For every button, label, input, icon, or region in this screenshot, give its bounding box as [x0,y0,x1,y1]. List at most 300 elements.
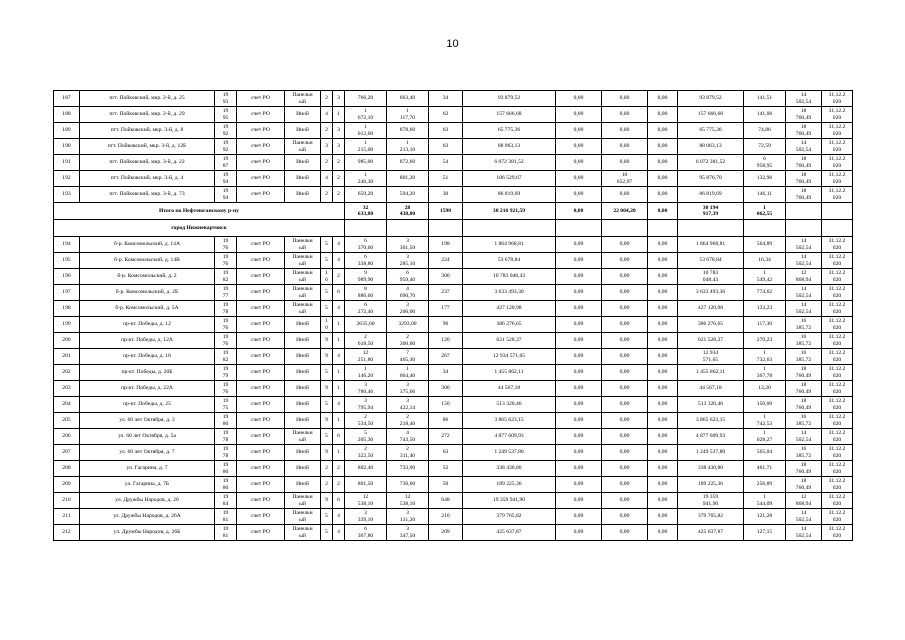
cell-total-area: 1 246,30 [345,171,387,187]
cell-entrances: 1 [333,365,345,381]
cell-account: счет РО [237,269,285,285]
cell-fund-amount: 0,00 [556,477,602,493]
cell-wall-material: Панельн ый [285,91,321,107]
cell-unit-cost-limit: 14 502,54 [786,525,822,541]
cell-owners-amount: 157 666,68 [678,107,744,123]
cell-residents: 50 [429,477,463,493]
cell-unit-cost: 461,71 [744,461,786,477]
cell-unit-cost-limit: 18 760,49 [786,187,822,203]
cell-deadline: 31.12.2 020 [822,155,853,171]
cell-account: счет РО [237,397,285,413]
table-row [54,349,853,365]
cell-year: 19 94 [215,187,237,203]
cell-total-area: 3 339,10 [345,509,387,525]
table-row [54,285,853,301]
cell-entrances: 3 [333,139,345,155]
cell-deadline: 31.12.2 020 [822,123,853,139]
cell-address: ул. 60 лет Октября, д. 7 [80,445,215,461]
cell-account: счет РО [237,461,285,477]
cell-fund-amount: 0,00 [556,317,602,333]
cell-residents: 51 [429,171,463,187]
cell-deadline: 31.12.2 020 [822,139,853,155]
cell-floors: 2 [321,91,333,107]
cell-total-cost: 621 528,37 [463,333,556,349]
cell-living-area: 3 206,00 [387,301,429,317]
city-empty-cell [786,220,822,237]
table-row [54,525,853,541]
cell-address: пр-кт. Победы, д. 25 [80,397,215,413]
cell-floors: 5 [321,397,333,413]
cell-local-budget: 0,00 [648,301,678,317]
cell-address: пгт. Пойковский, мкр. 3-й, д. 4 [80,171,215,187]
cell-wall-material: Иной [285,365,321,381]
cell-residents: 96 [429,317,463,333]
cell-fund-amount: 0,00 [556,269,602,285]
cell-living-area: 4 743,50 [387,429,429,445]
cell-wall-material: Иной [285,477,321,493]
cell-entrances: 4 [333,253,345,269]
cell-local-budget: 0,00 [648,349,678,365]
cell-local-budget: 0,00 [648,461,678,477]
cell-address: б-р. Комсомольский, д. 2Б [80,285,215,301]
cell-fund-amount: 0,00 [556,253,602,269]
cell-region-budget: 0,00 [602,445,648,461]
cell-unit-cost: 1 367,78 [744,365,786,381]
cell-deadline: 31.12.2 020 [822,187,853,203]
cell-year: 19 87 [215,155,237,171]
cell-total-area: 12 538,10 [345,493,387,509]
cell-address: пр-кт. Победы, д. 18 [80,349,215,365]
cell-unit-cost: 13,20 [744,381,786,397]
cell-local-budget: 0,00 [648,413,678,429]
cell-account: счет РО [237,253,285,269]
cell-deadline: 31.12.2 020 [822,91,853,107]
cell-deadline: 31.12.2 020 [822,301,853,317]
cell-address: ул. Дружбы Народов, д. 26Б [80,525,215,541]
cell-address: б-р. Комсомольский, д. 2 [80,269,215,285]
cell-unit-cost-limit: 18 760,49 [786,477,822,493]
cell-wall-material: Иной [285,333,321,349]
cell-deadline: 31.12.2 020 [822,285,853,301]
cell-year: 19 76 [215,333,237,349]
cell-wall-material: Иной [285,413,321,429]
cell-unit-cost-limit: 12 868,94 [786,269,822,285]
cell-total-area: 2 618,50 [345,333,387,349]
cell-year: 19 92 [215,123,237,139]
cell-living-area: 3 375,66 [387,381,429,397]
cell-wall-material: Панельн ый [285,253,321,269]
cell-unit-cost-limit: 18 760,49 [786,171,822,187]
cell-unit-cost: 774,62 [744,285,786,301]
cell-year: 19 76 [215,317,237,333]
cell-row-number: 189 [54,123,80,139]
cell-region-budget: 0,00 [602,139,648,155]
cell-row-number: 204 [54,397,80,413]
cell-floors: 5 [321,253,333,269]
cell-entrances: 1 [333,381,345,397]
cell-unit-cost: 133,23 [744,301,786,317]
cell-address: пгт. Пойковский, мкр. 3-й, д. 22 [80,155,215,171]
cell-floors: 5 [321,365,333,381]
cell-total-area: 3635,60 [345,317,387,333]
cell-region-budget: 0,00 [602,413,648,429]
cell-residents: 34 [429,365,463,381]
cell-deadline: 31.12.2 020 [822,333,853,349]
cell-unit-cost: 256,89 [744,477,786,493]
cell-fund-amount: 0,00 [556,461,602,477]
cell-living-area: 2 218,40 [387,413,429,429]
cell-total-cost: 88 063,13 [463,139,556,155]
cell-floors: 2 [321,477,333,493]
cell-row-number: 188 [54,107,80,123]
cell-living-area: 1 064,40 [387,365,429,381]
cell-address: пгт. Пойковский, мкр. 3-й, д. 73 [80,187,215,203]
cell-unit-cost-limit: 18 760,49 [786,397,822,413]
cell-unit-cost: 150,00 [744,397,786,413]
cell-total-area: 5 205,30 [345,429,387,445]
total-region-budget: 22 004,20 [602,203,648,220]
cell-wall-material: Иной [285,317,321,333]
cell-total-area: 1 215,00 [345,139,387,155]
cell-address: ул. 60 лет Октября, д. 3 [80,413,215,429]
cell-living-area: 3 301,50 [387,237,429,253]
cell-residents: 300 [429,269,463,285]
cell-unit-cost-limit: 14 502,54 [786,253,822,269]
cell-owners-amount: 19 359 941,90 [678,493,744,509]
cell-entrances: 1 [333,107,345,123]
cell-floors: 5 [321,509,333,525]
cell-address: пгт. Пойковский, мкр. 2-й, д. 29 [80,107,215,123]
cell-local-budget: 0,00 [648,397,678,413]
cell-fund-amount: 0,00 [556,301,602,317]
cell-floors: 2 [321,187,333,203]
city-heading: город Нижневартовск [54,220,345,237]
cell-region-budget: 0,00 [602,187,648,203]
cell-wall-material: Иной [285,349,321,365]
cell-wall-material: Панельн ый [285,139,321,155]
cell-unit-cost: 141,51 [744,91,786,107]
cell-row-number: 207 [54,445,80,461]
cell-account: счет РО [237,525,285,541]
cell-unit-cost-limit: 18 760,49 [786,461,822,477]
cell-entrances: 3 [333,123,345,139]
cell-floors: 9 [321,381,333,397]
cell-owners-amount: 65 775,36 [678,123,744,139]
cell-owners-amount: 513 320,46 [678,397,744,413]
cell-wall-material: Иной [285,107,321,123]
cell-residents: 150 [429,397,463,413]
cell-row-number: 205 [54,413,80,429]
cell-row-number: 198 [54,301,80,317]
cell-floors: 2 [321,123,333,139]
cell-year: 19 76 [215,381,237,397]
total-area: 32 633,80 [345,203,387,220]
cell-fund-amount: 0,00 [556,445,602,461]
cell-owners-amount: 338 430,80 [678,461,744,477]
cell-year: 19 95 [215,107,237,123]
cell-wall-material: Панельн ый [285,301,321,317]
cell-total-cost: 12 934 571,65 [463,349,556,365]
city-empty-cell [678,220,744,237]
cell-row-number: 196 [54,269,80,285]
cell-region-budget: 0,00 [602,107,648,123]
cell-floors: 3 [321,139,333,155]
cell-year: 19 80 [215,477,237,493]
cell-unit-cost: 74,86 [744,123,786,139]
cell-unit-cost-limit: 16 385,72 [786,317,822,333]
cell-residents: 63 [429,123,463,139]
cell-floors: 5 [321,237,333,253]
cell-region-budget: 0,00 [602,285,648,301]
cell-residents: 224 [429,253,463,269]
cell-entrances: 6 [333,429,345,445]
cell-owners-amount: 93 879,52 [678,91,744,107]
cell-unit-cost: 1 732,63 [744,349,786,365]
cell-year: 19 80 [215,413,237,429]
cell-row-number: 199 [54,317,80,333]
total-local-budget: 0,00 [648,203,678,220]
total-label: Итого по Нефтеюганскому р-ну [54,203,345,220]
cell-living-area: 6 959,40 [387,269,429,285]
cell-fund-amount: 0,00 [556,381,602,397]
cell-wall-material: Панельн ый [285,269,321,285]
cell-total-cost: 4 877 609,93 [463,429,556,445]
cell-wall-material: Иной [285,445,321,461]
table-row [54,187,853,203]
cell-owners-amount: 12 934 571,65 [678,349,744,365]
cell-account: счет РО [237,317,285,333]
cell-local-budget: 0,00 [648,269,678,285]
cell-region-budget: 10 652,97 [602,171,648,187]
cell-unit-cost-limit: 14 502,54 [786,509,822,525]
table-row [54,381,853,397]
cell-total-cost: 157 666,68 [463,107,556,123]
city-empty-cell [387,220,429,237]
table-row [54,429,853,445]
cell-living-area: 1 213,10 [387,139,429,155]
cell-total-cost: 10 783 048,43 [463,269,556,285]
cell-residents: 62 [429,107,463,123]
cell-year: 19 76 [215,253,237,269]
cell-total-area: 6 367,80 [345,525,387,541]
cell-address: ул. Гагарина, д. 7Б [80,477,215,493]
cell-wall-material: Иной [285,155,321,171]
cell-unit-cost-limit: 18 760,49 [786,123,822,139]
cell-total-area: 1 012,60 [345,123,387,139]
cell-region-budget: 0,00 [602,333,648,349]
cell-local-budget: 0,00 [648,253,678,269]
cell-living-area: 2 300,00 [387,333,429,349]
cell-region-budget: 0,00 [602,461,648,477]
cell-residents: 52 [429,461,463,477]
cell-entrances: 2 [333,171,345,187]
cell-entrances: 2 [333,187,345,203]
table-row [54,317,853,333]
table-row [54,477,853,493]
cell-wall-material: Иной [285,381,321,397]
cell-account: счет РО [237,333,285,349]
cell-floors: 2 [321,461,333,477]
cell-year: 19 81 [215,525,237,541]
cell-unit-cost: 1 544,09 [744,493,786,509]
table-row [54,301,853,317]
cell-local-budget: 0,00 [648,285,678,301]
cell-year: 19 94 [215,171,237,187]
cell-total-cost: 6 072 381,52 [463,155,556,171]
page-number: 10 [446,38,459,50]
cell-deadline: 31.12.2 020 [822,317,853,333]
cell-living-area: 3293,00 [387,317,429,333]
cell-owners-amount: 379 765,82 [678,509,744,525]
cell-floors: 5 [321,301,333,317]
cell-unit-cost-limit: 16 385,72 [786,349,822,365]
cell-living-area: 736,60 [387,477,429,493]
city-heading-row [54,220,853,237]
cell-address: б-р. Комсомольский, д. 14В [80,253,215,269]
cell-year: 19 79 [215,365,237,381]
cell-entrances: 4 [333,397,345,413]
cell-deadline: 31.12.2 020 [822,461,853,477]
cell-total-cost: 3 633 493,30 [463,285,556,301]
cell-residents: 120 [429,333,463,349]
cell-year: 19 75 [215,397,237,413]
cell-residents: 63 [429,445,463,461]
cell-total-area: 659,20 [345,187,387,203]
cell-row-number: 209 [54,477,80,493]
cell-account: счет РО [237,171,285,187]
cell-address: б-р. Комсомольский, д. 14А [80,237,215,253]
cell-address: пгт. Пойковский, мкр. 3-й, д. 8 [80,123,215,139]
table-body-top [54,91,853,203]
cell-total-area: 9 989,90 [345,269,387,285]
cell-unit-cost: 1 549,42 [744,269,786,285]
cell-living-area: 801,20 [387,171,429,187]
cell-local-budget: 0,00 [648,365,678,381]
cell-local-budget: 0,00 [648,107,678,123]
cell-entrances: 1 [333,317,345,333]
cell-row-number: 211 [54,509,80,525]
cell-entrances: 4 [333,349,345,365]
cell-unit-cost: 117,30 [744,317,786,333]
cell-unit-cost: 132,96 [744,171,786,187]
cell-residents: 648 [429,493,463,509]
cell-account: счет РО [237,493,285,509]
cell-residents: 300 [429,381,463,397]
cell-residents: 272 [429,429,463,445]
cell-wall-material: Панельн ый [285,525,321,541]
cell-local-budget: 0,00 [648,429,678,445]
cell-local-budget: 0,00 [648,381,678,397]
cell-total-cost: 44 567,18 [463,381,556,397]
cell-year: 19 80 [215,461,237,477]
cell-total-cost: 3 865 623,15 [463,413,556,429]
cell-local-budget: 0,00 [648,477,678,493]
cell-account: счет РО [237,413,285,429]
cell-account: счет РО [237,107,285,123]
cell-total-cost: 425 637,87 [463,525,556,541]
table-row [54,493,853,509]
total-residents: 1598 [429,203,463,220]
cell-year: 19 78 [215,301,237,317]
cell-living-area: 4 690,70 [387,285,429,301]
cell-entrances: 1 [333,445,345,461]
cell-floors: 9 [321,349,333,365]
cell-fund-amount: 0,00 [556,187,602,203]
cell-row-number: 194 [54,237,80,253]
cell-unit-cost: 16,34 [744,253,786,269]
cell-row-number: 193 [54,187,80,203]
cell-wall-material: Иной [285,123,321,139]
cell-unit-cost-limit: 14 502,54 [786,301,822,317]
cell-living-area: 1 117,70 [387,107,429,123]
cell-region-budget: 0,00 [602,429,648,445]
cell-total-area: 801,50 [345,477,387,493]
total-owners: 30 194 917,39 [678,203,744,220]
table-row [54,413,853,429]
cell-year: 19 76 [215,237,237,253]
cell-address: пр-кт. Победы, д. 12 [80,317,215,333]
cell-living-area: 7 465,30 [387,349,429,365]
cell-deadline: 31.12.2 020 [822,171,853,187]
cell-total-area: 2 322,50 [345,445,387,461]
cell-unit-cost: 564,89 [744,237,786,253]
cell-unit-cost: 146,11 [744,187,786,203]
cell-total-area: 985,00 [345,155,387,171]
cell-region-budget: 0,00 [602,509,648,525]
cell-fund-amount: 0,00 [556,509,602,525]
cell-deadline: 31.12.2 020 [822,445,853,461]
cell-owners-amount: 10 783 048,43 [678,269,744,285]
city-empty-cell [556,220,602,237]
cell-wall-material: Панельн ый [285,237,321,253]
cell-total-cost: 93 879,52 [463,91,556,107]
cell-address: ул. Гагарина, д. 7 [80,461,215,477]
city-empty-cell [463,220,556,237]
city-empty-cell [648,220,678,237]
cell-owners-amount: 425 637,87 [678,525,744,541]
cell-unit-cost-limit: 16 385,72 [786,445,822,461]
cell-wall-material: Иной [285,187,321,203]
cell-total-cost: 386 276,65 [463,317,556,333]
cell-region-budget: 0,00 [602,91,648,107]
table-row [54,397,853,413]
cell-address: б-р. Комсомольский, д. 5А [80,301,215,317]
cell-entrances: 4 [333,509,345,525]
cell-total-area: 6 338,80 [345,253,387,269]
table-body-bottom [54,237,853,541]
cell-deadline: 31.12.2 020 [822,477,853,493]
cell-account: счет РО [237,91,285,107]
cell-residents: 210 [429,509,463,525]
cell-local-budget: 0,00 [648,525,678,541]
cell-row-number: 206 [54,429,80,445]
cell-deadline: 31.12.2 020 [822,493,853,509]
cell-residents: 86 [429,413,463,429]
cell-total-area: 6 370,60 [345,237,387,253]
cell-row-number: 201 [54,349,80,365]
cell-fund-amount: 0,00 [556,365,602,381]
cell-living-area: 733,00 [387,461,429,477]
table-row [54,107,853,123]
cell-deadline: 31.12.2 020 [822,397,853,413]
cell-living-area: 663,40 [387,91,429,107]
cell-wall-material: Панельн ый [285,429,321,445]
cell-floors: 2 [321,155,333,171]
cell-floors: 9 [321,413,333,429]
table-row [54,123,853,139]
cell-fund-amount: 0,00 [556,139,602,155]
cell-year: 19 93 [215,91,237,107]
